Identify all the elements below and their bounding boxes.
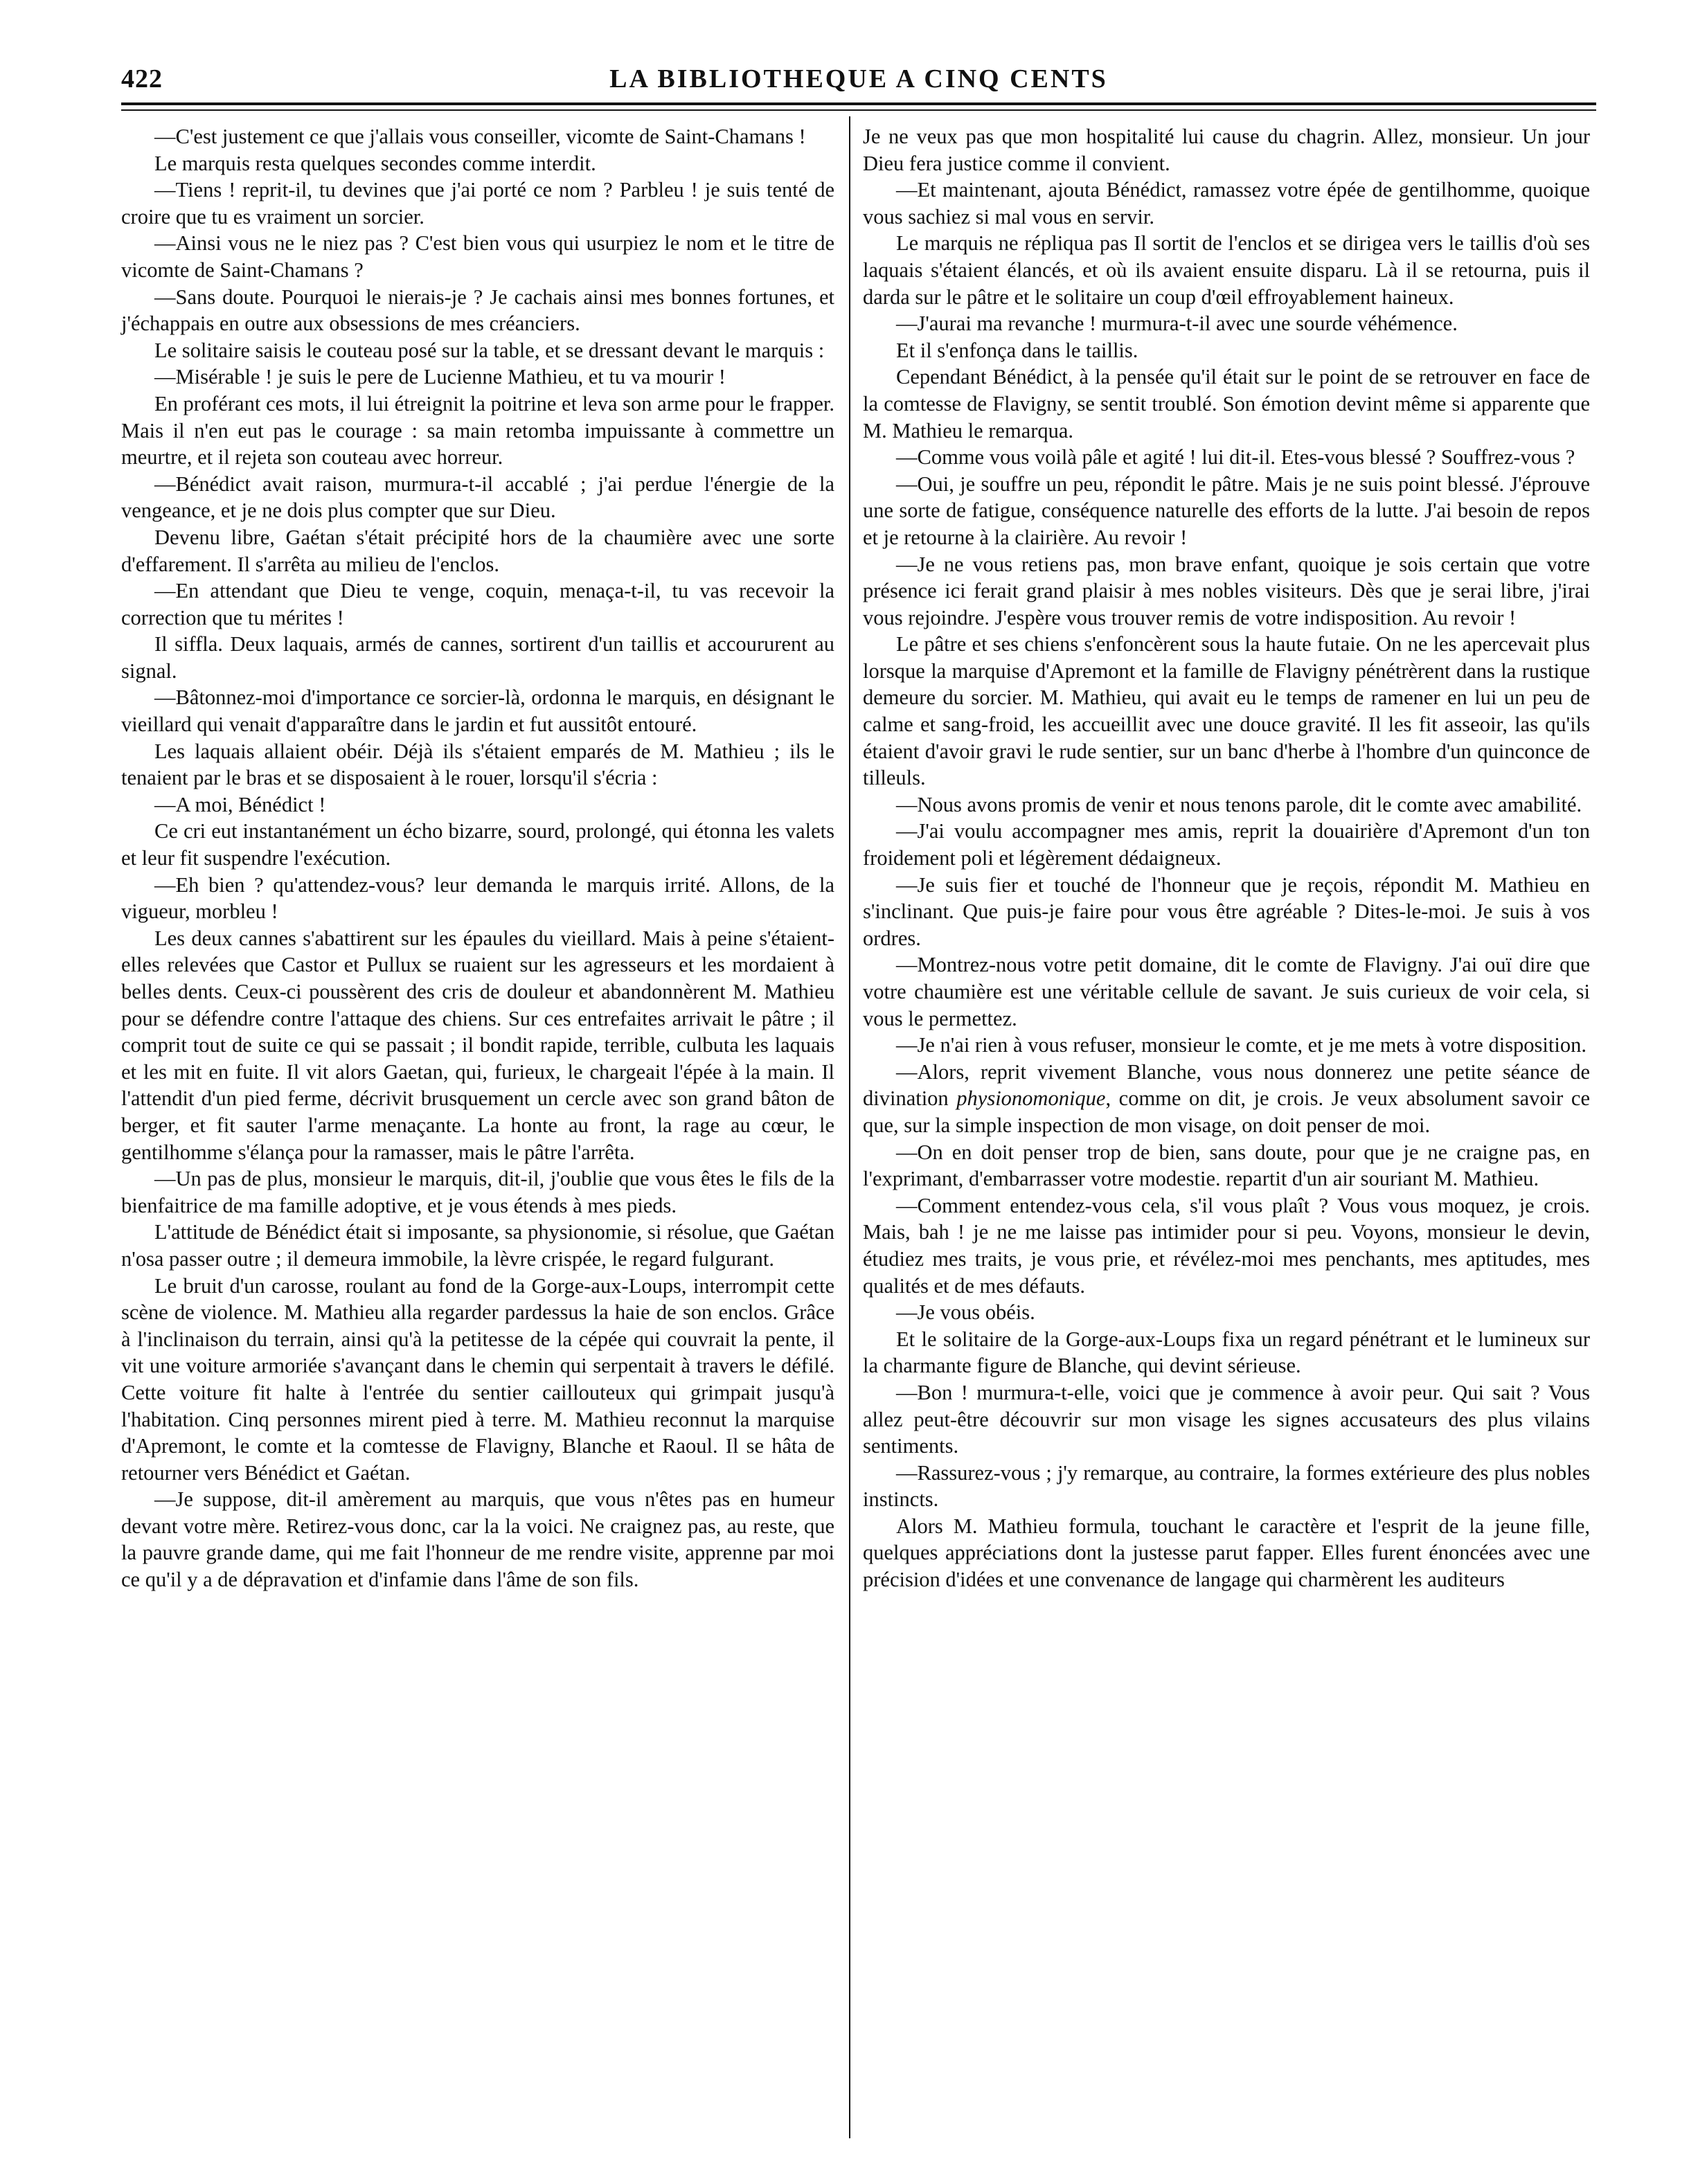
text-run: , comme on dit, je crois. Je veux absolument savoir ce que, sur la simple inspection de mon visage, on doit penser de moi. — [863, 1086, 1590, 1137]
paragraph: —Bâtonnez-moi d'importance ce sorcier-là, ordonna le marquis, en désignant le vieillard qui venait d'apparaître dans le jardin et fut aussitôt entouré. — [121, 686, 834, 737]
paragraph: Le marquis ne répliqua pas Il sortit de l'enclos et se dirigea vers le taillis d'où ses laquais s'étaient élancés, et où ils avaient ensuite disparu. Là il se retourna, puis il darda sur le pâtre et le solitaire un coup d'œil effroyablement haineux. — [863, 231, 1590, 309]
paragraph: —Nous avons promis de venir et nous tenons parole, dit le comte avec amabilité. — [896, 792, 1582, 816]
italic-word: physionomonique — [956, 1086, 1106, 1111]
paragraph: —Comme vous voilà pâle et agité ! lui dit-il. Etes-vous blessé ? Souffrez-vous ? — [896, 445, 1575, 469]
paragraph: —Et maintenant, ajouta Bénédict, ramassez votre épée de gentilhomme, quoique vous sachiez si mal vous en servir. — [863, 178, 1590, 229]
paragraph: —Je suis fier et touché de l'honneur que je reçois, répondit M. Mathieu en s'inclinant. Que puis-je faire pour vous être agréable ? Dites-le-moi. Je suis à vos ordres. — [863, 872, 1590, 950]
paragraph: Le solitaire saisis le couteau posé sur la table, et se dressant devant le marquis : — [154, 338, 825, 362]
paragraph: —Sans doute. Pourquoi le nierais-je ? Je cachais ainsi mes bonnes fortunes, et j'échappais en outre aux obsessions de mes créanciers. — [121, 285, 834, 336]
page-header — [121, 64, 1596, 98]
paragraph: —Bon ! murmura-t-elle, voici que je commence à avoir peur. Qui sait ? Vous allez peut-être découvrir sur mon visage les signes accusateurs des plus vilains sentiments. — [863, 1380, 1590, 1458]
paragraph: Devenu libre, Gaétan s'était précipité hors de la chaumière avec une sorte d'effarement. Il s'arrêta au milieu de l'enclos. — [121, 525, 834, 576]
paragraph: Le pâtre et ses chiens s'enfoncèrent sous la haute futaie. On ne les apercevait plus lorsque la marquise d'Apremont et la famille de Flavigny pénétrèrent dans la rustique demeure du sorcier. M. Mathieu, qui avait eu le temps de ramener en lui un peu de calme et sang-froid, les accueillit avec une douce gravité. Il les fit asseoir, las qu'ils étaient d'avoir gravi le rude sentier, sur un banc d'herbe à l'hombre d'un quinconce de tilleuls. — [863, 632, 1590, 790]
paragraph: —Tiens ! reprit-il, tu devines que j'ai porté ce nom ? Parbleu ! je suis tenté de croire que tu es vraiment un sorcier. — [121, 178, 834, 229]
paragraph: —Montrez-nous votre petit domaine, dit le comte de Flavigny. J'ai ouï dire que votre chaumière est une véritable cellule de savant. Je suis curieux de voir cela, si vous le permettez. — [863, 953, 1590, 1030]
paragraph: Cependant Bénédict, à la pensée qu'il était sur le point de se retrouver en face de la comtesse de Flavigny, se sentit troublé. Son émotion devint même si apparente que M. Mathieu le remarqua. — [863, 365, 1590, 442]
paragraph: —Bénédict avait raison, murmura-t-il accablé ; j'ai perdue l'énergie de la vengeance, et je ne dois plus compter que sur Dieu. — [121, 472, 834, 523]
column-divider — [849, 116, 850, 2138]
text-run: —Alors, reprit vivement Blanche, vous nous donnerez une petite séance de divination — [863, 1059, 1590, 1111]
paragraph: —Oui, je souffre un peu, répondit le pâtre. Mais je ne suis point blessé. J'éprouve une sorte de fatigue, conséquence naturelle des efforts de la lutte. J'ai besoin de repos et je retourne à la clairière. Au revoir ! — [863, 472, 1590, 549]
paragraph: —Je n'ai rien à vous refuser, monsieur le comte, et je me mets à votre disposition. — [896, 1033, 1587, 1057]
paragraph: Le marquis resta quelques secondes comme interdit. — [154, 151, 596, 175]
paragraph: —Je suppose, dit-il amèrement au marquis, que vous n'êtes pas en humeur devant votre mère. Retirez-vous donc, car la la voici. Ne craignez pas, au reste, que la pauvre grande dame, qui me fait l'honneur de me rendre visite, apprenne par moi ce qu'il y a de dépravation et d'infamie dans l'âme de son fils. — [121, 1487, 834, 1592]
paragraph: —Je ne vous retiens pas, mon brave enfant, quoique je sois certain que votre présence ici ferait grand plaisir à mes nobles visiteurs. Dès que je serai libre, j'irai vous rejoindre. J'espère vous trouver remis de votre indisposition. Au revoir ! — [863, 552, 1590, 629]
paragraph: Je ne veux pas que mon hospitalité lui cause du chagrin. Allez, monsieur. Un jour Dieu fera justice comme il convient. — [863, 125, 1590, 175]
right-column — [863, 123, 1590, 2145]
paragraph: En proférant ces mots, il lui étreignit la poitrine et leva son arme pour le frapper. Mais il n'en eut pas le courage : sa main retomba impuissante à commettre un meurtre, et il rejeta son couteau avec horreur. — [121, 391, 834, 469]
paragraph: —En attendant que Dieu te venge, coquin, menaça-t-il, tu vas recevoir la correction que tu mérites ! — [121, 579, 834, 629]
paragraph: —Eh bien ? qu'attendez-vous? leur demanda le marquis irrité. Allons, de la vigueur, morbleu ! — [121, 872, 834, 924]
paragraph: —Un pas de plus, monsieur le marquis, dit-il, j'oublie que vous êtes le fils de la bienfaitrice de ma famille adoptive, et je vous étends à mes pieds. — [121, 1167, 834, 1217]
paragraph: —Ainsi vous ne le niez pas ? C'est bien vous qui usurpiez le nom et le titre de vicomte de Saint-Chamans ? — [121, 231, 834, 282]
page-number: 422 — [121, 64, 163, 93]
paragraph: —J'ai voulu accompagner mes amis, reprit la douairière d'Apremont d'un ton froidement poli et légèrement dédaigneux. — [863, 819, 1590, 870]
paragraph: Le bruit d'un carosse, roulant au fond de la Gorge-aux-Loups, interrompit cette scène de violence. M. Mathieu alla regarder pardessus la haie de son enclos. Grâce à l'inclinaison du terrain, ainsi qu'à la petitesse de la cépée qui couvrait la pente, il vit une voiture armoriée s'avançant dans le chemin qui serpentait à travers le défilé. Cette voiture fit halte à l'entrée du sentier caillouteux qui grimpait jusqu'à l'habitation. Cinq personnes mirent pied à terre. M. Mathieu reconnut la marquise d'Apremont, le comte et la comtesse de Flavigny, Blanche et Raoul. Il se hâta de retourner vers Bénédict et Gaétan. — [121, 1273, 834, 1485]
paragraph: —Rassurez-vous ; j'y remarque, au contraire, la formes extérieure des plus nobles instincts. — [863, 1460, 1590, 1512]
header-rule-thick — [121, 102, 1596, 105]
paragraph: Et le solitaire de la Gorge-aux-Loups fixa un regard pénétrant et le lumineux sur la charmante figure de Blanche, qui devint sérieuse. — [863, 1327, 1590, 1378]
paragraph: Alors M. Mathieu formula, touchant le caractère et l'esprit de la jeune fille, quelques appréciations dont la justesse parut fapper. Elles furent énoncées avec une précision d'idées et une convenance de langage qui charmèrent les auditeurs — [863, 1514, 1590, 1592]
paragraph: Les laquais allaient obéir. Déjà ils s'étaient emparés de M. Mathieu ; ils le tenaient par le bras et se disposaient à le rouer, lorsqu'il s'écria : — [121, 739, 834, 790]
paragraph: —On en doit penser trop de bien, sans doute, pour que je ne craigne pas, en l'exprimant, d'embarrasser votre modestie. repartit d'un air souriant M. Mathieu. — [863, 1140, 1590, 1191]
paragraph: —A moi, Bénédict ! — [154, 792, 326, 816]
paragraph: Ce cri eut instantanément un écho bizarre, sourd, prolongé, qui étonna les valets et leur fit suspendre l'exécution. — [121, 819, 834, 870]
running-title: LA BIBLIOTHEQUE A CINQ CENTS — [609, 64, 1108, 93]
paragraph: —C'est justement ce que j'allais vous conseiller, vicomte de Saint-Chamans ! — [154, 125, 806, 148]
paragraph: Les deux cannes s'abattirent sur les épaules du vieillard. Mais à peine s'étaient-elles relevées que Castor et Pullux se ruaient sur les agresseurs et les mordaient à belles dents. Ceux-ci poussèrent des cris de douleur et abandonnèrent M. Mathieu pour se défendre contre l'attaque des chiens. Sur ces entrefaites arrivait le pâtre ; il comprit tout de suite ce qui se passait ; il bondit rapide, terrible, culbuta les laquais et les mit en fuite. Il vit alors Gaetan, qui, furieux, le chargeait l'épée à la main. Il l'attendit d'un pied ferme, décrivit brusquement un cercle avec son grand bâton de berger, et fit sauter l'arme menaçante. La honte au front, la rage au cœur, le gentilhomme s'élança pour la ramasser, mais le pâtre l'arrêta. — [121, 926, 834, 1164]
paragraph: Il siffla. Deux laquais, armés de cannes, sortirent d'un taillis et accoururent au signal. — [121, 632, 834, 683]
paragraph: —Je vous obéis. — [896, 1300, 1035, 1325]
paragraph: —Misérable ! je suis le pere de Lucienne Mathieu, et tu va mourir ! — [154, 365, 726, 389]
paragraph: —Comment entendez-vous cela, s'il vous plaît ? Vous vous moquez, je crois. Mais, bah ! je ne me laisse pas intimider pour si peu. Voyons, monsieur le devin, étudiez mes traits, je vous prie, et révélez-moi mes penchants, mes aptitudes, mes qualités et de mes défauts. — [863, 1193, 1590, 1298]
paragraph: L'attitude de Bénédict était si imposante, sa physionomie, si résolue, que Gaétan n'osa passer outre ; il demeura immobile, la lèvre crispée, le regard fulgurant. — [121, 1220, 834, 1271]
paragraph: —J'aurai ma revanche ! murmura-t-il avec une sourde véhémence. — [896, 312, 1458, 336]
header-rule-thin — [121, 109, 1596, 111]
paragraph-with-italic — [863, 1059, 1590, 1139]
paragraph: Et il s'enfonça dans le taillis. — [896, 338, 1138, 362]
left-column — [121, 123, 834, 2145]
